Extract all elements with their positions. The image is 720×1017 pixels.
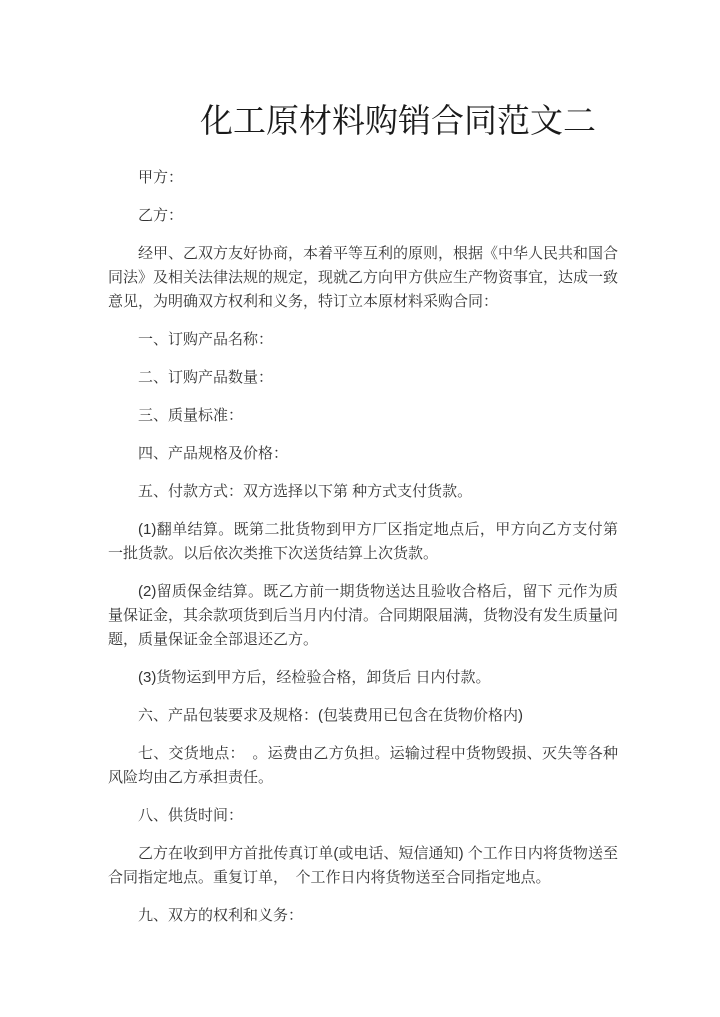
payment-option-1: (1)翻单结算。既第二批货物到甲方厂区指定地点后，甲方向乙方支付第一批货款。以后依次类推下次送货结算上次货款。	[108, 521, 618, 562]
clause-8-supply-time: 八、供货时间：	[138, 807, 244, 824]
clause-6-packaging: 六、产品包装要求及规格：(包装费用已包含在货物价格内)	[138, 707, 523, 724]
clause-1-product-name: 一、订购产品名称：	[138, 331, 274, 348]
paragraph-preamble: 经甲、乙双方友好协商，本着平等互利的原则，根据《中华人民共和国合同法》及相关法律法规的规定，现就乙方向甲方供应生产物资事宜，达成一致意见，为明确双方权利和义务，特订立本原材料采购合同：	[108, 245, 619, 310]
supply-time-detail: 乙方在收到甲方首批传真订单(或电话、短信通知) 个工作日内将货物送至合同指定地点。重复订单， 个工作日内将货物送至合同指定地点。	[108, 845, 618, 886]
clause-5-payment-method: 五、付款方式：双方选择以下第 种方式支付货款。	[138, 483, 473, 500]
clause-3-quality-standard: 三、质量标准：	[138, 407, 244, 424]
clause-2-product-quantity: 二、订购产品数量：	[138, 369, 274, 386]
payment-option-3: (3)货物运到甲方后，经检验合格，卸货后 日内付款。	[138, 669, 491, 686]
paragraph-party-a: 甲方：	[138, 169, 184, 186]
paragraph-party-b: 乙方：	[138, 207, 184, 224]
document-title: 化工原材料购销合同范文二	[200, 104, 596, 140]
payment-option-2: (2)留质保金结算。既乙方前一期货物送达且验收合格后，留下 元作为质量保证金，其余款项货到后当月内付清。合同期限届满，货物没有发生质量问题，质量保证金全部退还乙方。	[108, 583, 619, 648]
clause-9-rights-obligations: 九、双方的权利和义务：	[138, 907, 304, 924]
clause-7-delivery-place: 七、交货地点： 。运费由乙方负担。运输过程中货物毁损、灭失等各种风险均由乙方承担责任。	[108, 745, 618, 786]
clause-4-spec-and-price: 四、产品规格及价格：	[138, 445, 289, 462]
